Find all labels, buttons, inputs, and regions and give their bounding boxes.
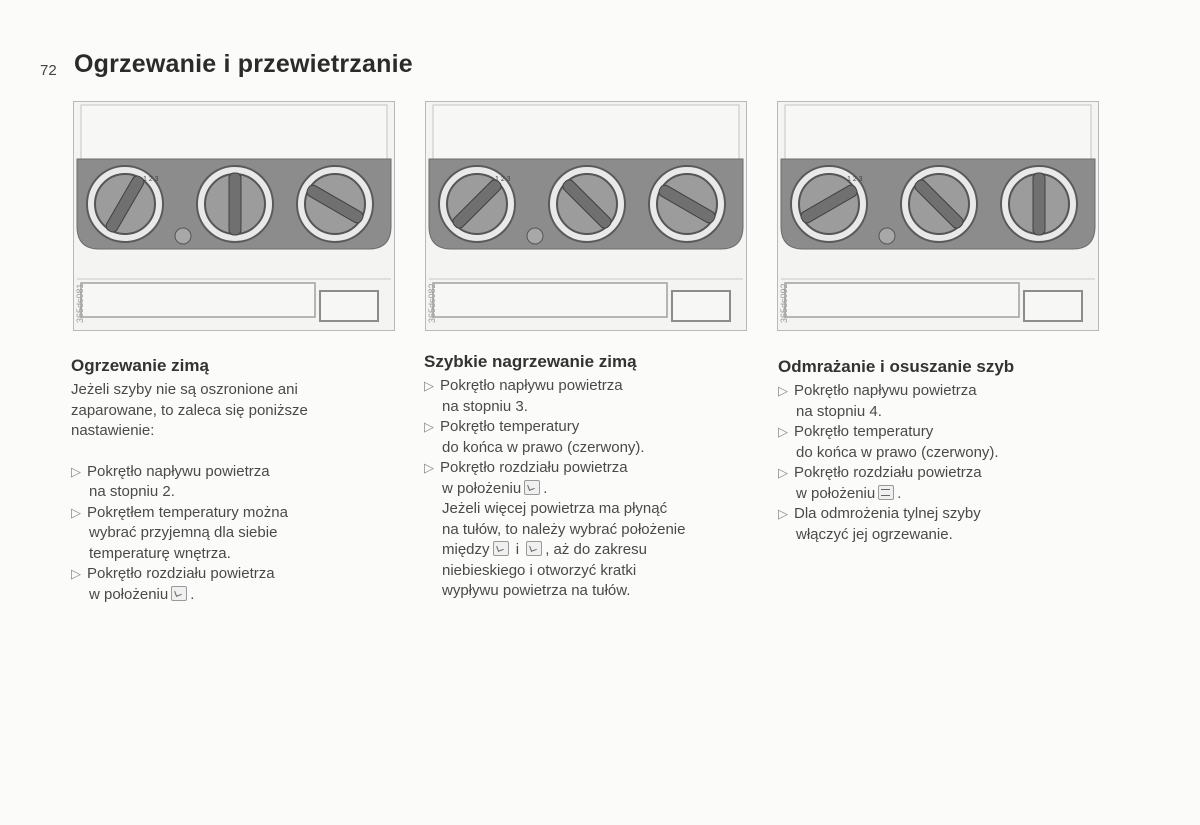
section-heating-winter [71, 356, 407, 605]
section-defrost [778, 357, 1114, 545]
list-item [71, 503, 407, 565]
feet-vent-icon [524, 480, 540, 495]
air-distribution-knob [297, 166, 373, 242]
list-item [778, 463, 1114, 504]
item-line: do końca w prawo (czerwony). [442, 438, 645, 456]
item-line [440, 479, 760, 500]
intro-line: nastawienie: [71, 422, 155, 439]
list-item [71, 564, 407, 605]
intro-line: Jeżeli szyby nie są oszronione ani [71, 381, 298, 398]
item-text: w położeniu [796, 484, 876, 502]
page-title: Ogrzewanie i przewietrzanie [74, 50, 413, 78]
item-text: . [543, 479, 548, 497]
temperature-knob [901, 166, 977, 242]
item-line: Pokrętłem temperatury można [87, 503, 288, 521]
item-line: temperaturę wnętrza. [89, 544, 231, 562]
item-text: . [897, 484, 902, 502]
list-item [424, 417, 760, 458]
feet-vent-icon [171, 586, 187, 601]
item-line [794, 484, 1114, 505]
bullet-arrow-icon: ▷ [778, 424, 788, 439]
page-number: 72 [40, 62, 57, 79]
air-flow-knob [791, 166, 867, 242]
item-line: Pokrętło napływu powietrza [794, 382, 977, 399]
list-item [778, 422, 1114, 463]
air-distribution-knob [1001, 166, 1077, 242]
item-line: Pokrętło napływu powietrza [87, 462, 270, 480]
rear-defrost-button [527, 228, 543, 244]
windshield-defrost-icon [878, 485, 894, 500]
bullet-arrow-icon: ▷ [424, 378, 434, 393]
section-heading: Ogrzewanie zimą [71, 356, 209, 375]
svg-text:1 2 3: 1 2 3 [143, 176, 159, 183]
item-text: między [442, 541, 490, 558]
figure-defrost [777, 101, 1099, 331]
svg-text:1 2 3: 1 2 3 [847, 176, 863, 183]
bullet-arrow-icon: ▷ [71, 566, 81, 581]
item-line: na stopniu 2. [89, 483, 175, 500]
list-item [778, 504, 1114, 545]
item-line: na stopniu 4. [796, 402, 882, 420]
item-text: w położeniu [89, 585, 169, 603]
item-line [87, 585, 407, 606]
item-line: Pokrętło napływu powietrza [440, 377, 623, 394]
item-line: wybrać przyjemną dla siebie [89, 524, 278, 541]
figure-code: 365ds082 [427, 283, 437, 323]
figure-code: 365ds081 [75, 283, 85, 323]
list-item [778, 381, 1114, 422]
bullet-arrow-icon: ▷ [778, 506, 788, 521]
figure-quick-heating [425, 101, 747, 331]
bullet-arrow-icon: ▷ [778, 465, 788, 480]
item-line [440, 540, 760, 561]
item-text: w położeniu [442, 479, 522, 497]
list-item [424, 458, 760, 602]
figure-code: 365ds092 [779, 283, 789, 323]
section-intro [71, 380, 407, 442]
bullet-arrow-icon: ▷ [424, 460, 434, 475]
air-flow-knob [439, 166, 515, 242]
item-line: do końca w prawo (czerwony). [796, 443, 999, 461]
item-line: Jeżeli więcej powietrza ma płynąć [442, 500, 668, 517]
air-flow-knob [87, 166, 163, 242]
item-text: , aż do zakresu [545, 541, 647, 558]
temperature-knob [549, 166, 625, 242]
bullet-arrow-icon: ▷ [778, 383, 788, 398]
bullet-arrow-icon: ▷ [424, 419, 434, 434]
item-line: na stopniu 3. [442, 397, 528, 415]
item-text: i [515, 541, 520, 558]
rear-defrost-button [175, 228, 191, 244]
bullet-arrow-icon: ▷ [71, 504, 81, 520]
feet-vent-icon [493, 541, 509, 556]
item-line: włączyć jej ogrzewanie. [796, 525, 953, 543]
section-heading: Szybkie nagrzewanie zimą [424, 352, 637, 371]
item-line: niebieskiego i otworzyć kratki [442, 561, 637, 579]
list-item [71, 462, 407, 503]
temperature-knob [197, 166, 273, 242]
body-feet-vent-icon [526, 541, 542, 556]
air-distribution-knob [649, 166, 725, 242]
section-heading: Odmrażanie i osuszanie szyb [778, 357, 1015, 376]
list-item [424, 376, 760, 417]
item-line: Pokrętło rozdziału powietrza [794, 464, 982, 481]
item-line: Pokrętło temperatury [440, 418, 580, 435]
rear-defrost-button [879, 228, 895, 244]
section-quick-heating [424, 352, 760, 602]
item-line: na tułów, to należy wybrać położenie [442, 520, 686, 538]
figure-heating-winter [73, 101, 395, 331]
item-line: Pokrętło rozdziału powietrza [87, 565, 275, 582]
item-line: Pokrętło temperatury [794, 423, 934, 440]
svg-text:1 2 3: 1 2 3 [495, 176, 511, 183]
bullet-arrow-icon: ▷ [71, 463, 81, 479]
item-line: Pokrętło rozdziału powietrza [440, 459, 628, 476]
intro-line: zaparowane, to zaleca się poniższe [71, 401, 308, 419]
item-text: . [190, 585, 195, 603]
item-line: Dla odmrożenia tylnej szyby [794, 505, 981, 522]
item-line: wypływu powietrza na tułów. [442, 582, 631, 599]
